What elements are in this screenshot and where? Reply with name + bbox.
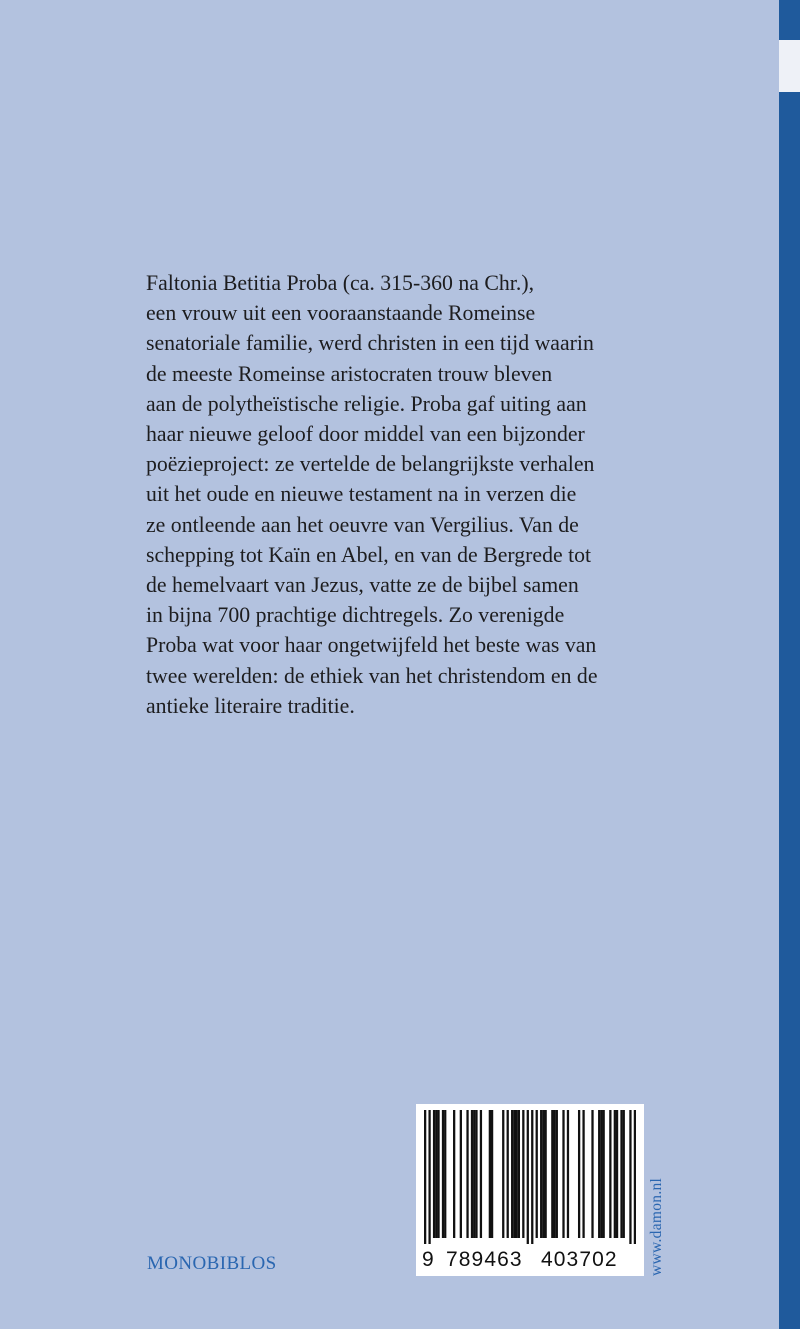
series-label: MONOBIBLOS bbox=[147, 1253, 277, 1274]
barcode-bar bbox=[545, 1110, 547, 1238]
barcode-guard-bar bbox=[424, 1110, 426, 1244]
barcode-bar bbox=[522, 1110, 524, 1238]
barcode-bar bbox=[466, 1110, 468, 1238]
barcode-bar bbox=[620, 1110, 622, 1238]
blurb-line: de hemelvaart van Jezus, vatte ze de bijbel samen bbox=[146, 573, 579, 598]
blurb-text bbox=[146, 268, 666, 721]
blurb-line: schepping tot Kaïn en Abel, en van de Bergrede tot bbox=[146, 542, 592, 567]
blurb-line: Faltonia Betitia Proba (ca. 315-360 na Chr.), bbox=[146, 271, 535, 295]
blurb-line: de meeste Romeinse aristocraten trouw bleven bbox=[146, 361, 553, 386]
barcode-guard-bar bbox=[527, 1110, 529, 1244]
barcode-left-group: 789463 bbox=[446, 1248, 523, 1271]
barcode-bar bbox=[480, 1110, 482, 1238]
blurb-line: uit het oude en nieuwe testament na in verzen die bbox=[146, 482, 577, 507]
barcode-bar bbox=[460, 1110, 462, 1238]
barcode-bar bbox=[551, 1110, 553, 1238]
website-url: www.damon.nl bbox=[648, 1177, 665, 1276]
barcode-bar bbox=[623, 1110, 625, 1238]
barcode-bar bbox=[513, 1110, 515, 1238]
barcode-bar bbox=[444, 1110, 446, 1238]
blurb-line: aan de polytheïstische religie. Proba gaf uiting aan bbox=[146, 391, 587, 416]
barcode-bar bbox=[567, 1110, 569, 1238]
barcode-bar bbox=[502, 1110, 504, 1238]
barcode-bar bbox=[562, 1110, 564, 1238]
barcode-guard-bar bbox=[629, 1110, 631, 1244]
spine-strip bbox=[779, 0, 800, 1329]
barcode-bar bbox=[489, 1110, 491, 1238]
barcode-guard-bar bbox=[428, 1110, 430, 1244]
barcode-bar bbox=[507, 1110, 509, 1238]
barcode-right-group: 403702 bbox=[541, 1248, 618, 1271]
barcode-bar bbox=[540, 1110, 542, 1238]
barcode-bar bbox=[433, 1110, 435, 1238]
blurb-line: senatoriale familie, werd christen in een tijd waarin bbox=[146, 331, 594, 356]
barcode-bar bbox=[582, 1110, 584, 1238]
barcode-guard-bar bbox=[531, 1110, 533, 1244]
barcode-bar bbox=[437, 1110, 439, 1238]
barcode-guard-bar bbox=[634, 1110, 636, 1244]
barcode-bar bbox=[442, 1110, 444, 1238]
blurb-line: Proba wat voor haar ongetwijfeld het beste was van bbox=[146, 633, 597, 658]
barcode-bar bbox=[475, 1110, 477, 1238]
barcode-bar bbox=[542, 1110, 544, 1238]
barcode-bar bbox=[556, 1110, 558, 1238]
spine-light-block bbox=[779, 40, 800, 92]
barcode-bar bbox=[616, 1110, 618, 1238]
blurb-line: twee werelden: de ethiek van het christendom en de bbox=[146, 663, 598, 688]
barcode-bar bbox=[591, 1110, 593, 1238]
barcode-bar bbox=[598, 1110, 600, 1238]
barcode-bars bbox=[424, 1110, 636, 1244]
barcode-bar bbox=[603, 1110, 605, 1238]
barcode-digits bbox=[416, 1246, 644, 1274]
barcode-bar bbox=[600, 1110, 602, 1238]
barcode-bar bbox=[435, 1110, 437, 1238]
blurb-line: poëzieproject: ze vertelde de belangrijkste verhalen bbox=[146, 452, 595, 477]
blurb-line: een vrouw uit een vooraanstaande Romeinse bbox=[146, 301, 536, 326]
barcode-bar bbox=[491, 1110, 493, 1238]
blurb-line: in bijna 700 prachtige dichtregels. Zo verenigde bbox=[146, 603, 565, 628]
barcode-bar bbox=[614, 1110, 616, 1238]
blurb-line: haar nieuwe geloof door middel van een bijzonder bbox=[146, 422, 585, 447]
barcode-bar bbox=[553, 1110, 555, 1238]
blurb-line: ze ontleende aan het oeuvre van Vergilius. Van de bbox=[146, 512, 579, 537]
isbn-barcode bbox=[416, 1104, 644, 1276]
barcode-bar bbox=[609, 1110, 611, 1238]
barcode-bar bbox=[578, 1110, 580, 1238]
blurb-line: antieke literaire traditie. bbox=[146, 693, 355, 718]
barcode-bar bbox=[511, 1110, 513, 1238]
barcode-bar bbox=[518, 1110, 520, 1238]
barcode-bar bbox=[473, 1110, 475, 1238]
barcode-bar bbox=[453, 1110, 455, 1238]
barcode-first-digit: 9 bbox=[422, 1248, 435, 1271]
barcode-bar bbox=[471, 1110, 473, 1238]
barcode-bar bbox=[515, 1110, 517, 1238]
barcode-bar bbox=[536, 1110, 538, 1238]
